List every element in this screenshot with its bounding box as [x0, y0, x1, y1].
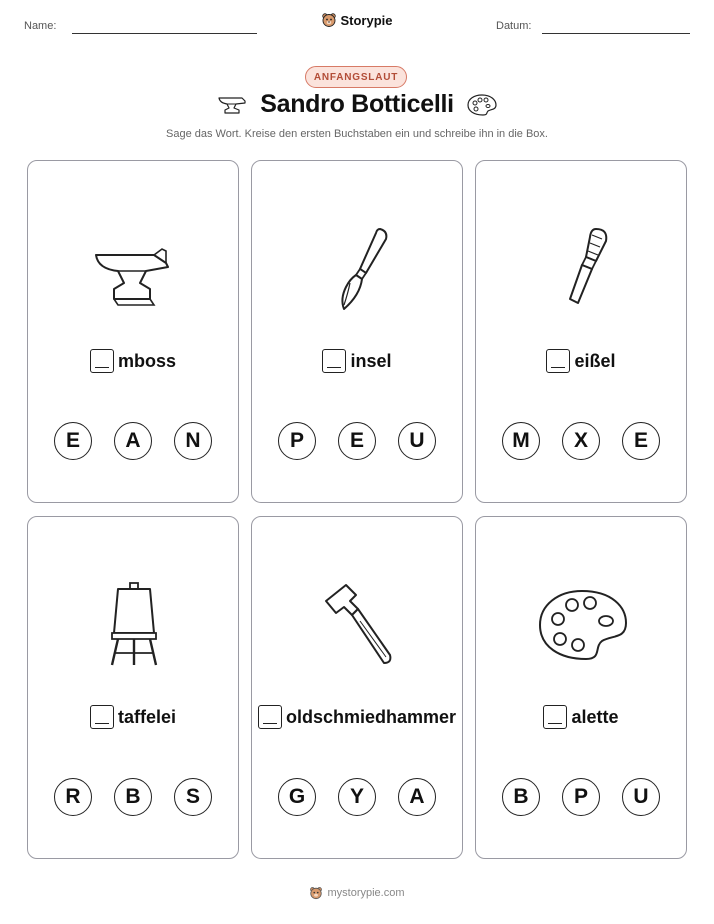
word-stem: mboss: [117, 350, 177, 371]
letter-option[interactable]: E: [622, 422, 660, 460]
letter-options: [252, 778, 462, 816]
answer-box[interactable]: [546, 349, 570, 373]
palette-icon: [532, 577, 632, 677]
date-label: Datum:: [496, 20, 532, 32]
word-row: [252, 705, 462, 729]
letter-options: [28, 422, 238, 460]
letter-option[interactable]: B: [502, 778, 540, 816]
letter-options: [476, 778, 686, 816]
word-row: [28, 705, 238, 729]
letter-option[interactable]: Y: [338, 778, 376, 816]
brand-logo: [0, 12, 714, 28]
hammer-icon: [308, 577, 408, 677]
name-line[interactable]: [72, 33, 257, 34]
letter-options: [28, 778, 238, 816]
date-line[interactable]: [542, 33, 690, 34]
anvil-icon: [84, 221, 184, 321]
letter-option[interactable]: N: [174, 422, 212, 460]
letter-options: [476, 422, 686, 460]
footer-url[interactable]: mystorypie.com: [327, 887, 405, 899]
answer-box[interactable]: [90, 349, 114, 373]
anvil-icon: [216, 94, 248, 116]
word-row: [28, 349, 238, 373]
letter-option[interactable]: E: [54, 422, 92, 460]
letter-option[interactable]: R: [54, 778, 92, 816]
letter-option[interactable]: M: [502, 422, 540, 460]
name-label: Name:: [24, 20, 57, 32]
letter-option[interactable]: P: [562, 778, 600, 816]
chisel-icon: [532, 221, 632, 321]
answer-box[interactable]: [322, 349, 346, 373]
letter-option[interactable]: A: [114, 422, 152, 460]
letter-option[interactable]: G: [278, 778, 316, 816]
title-row: [0, 90, 714, 119]
card-chisel: [475, 160, 687, 503]
letter-option[interactable]: U: [398, 422, 436, 460]
answer-box[interactable]: [90, 705, 114, 729]
letter-option[interactable]: B: [114, 778, 152, 816]
letter-options: [252, 422, 462, 460]
page-title: Sandro Botticelli: [260, 90, 454, 118]
word-stem: eißel: [574, 350, 616, 371]
category-badge: ANFANGSLAUT: [305, 66, 407, 88]
card-anvil: [27, 160, 239, 503]
letter-option[interactable]: U: [622, 778, 660, 816]
letter-option[interactable]: P: [278, 422, 316, 460]
card-palette: [475, 516, 687, 859]
letter-option[interactable]: X: [562, 422, 600, 460]
footer: [0, 886, 714, 900]
letter-option[interactable]: E: [338, 422, 376, 460]
paintbrush-icon: [308, 221, 408, 321]
answer-box[interactable]: [258, 705, 282, 729]
word-stem: alette: [571, 706, 619, 727]
brand-name: Storypie: [340, 12, 393, 28]
word-stem: taffelei: [117, 706, 177, 727]
answer-box[interactable]: [543, 705, 567, 729]
palette-icon: [466, 93, 498, 117]
bear-logo-icon: [321, 12, 337, 28]
word-row: [252, 349, 462, 373]
bear-logo-icon: [309, 886, 323, 900]
card-paintbrush: [251, 160, 463, 503]
card-hammer: [251, 516, 463, 859]
word-stem: insel: [350, 350, 392, 371]
instructions: Sage das Wort. Kreise den ersten Buchstaben ein und schreibe ihn in die Box.: [166, 128, 548, 140]
letter-option[interactable]: S: [174, 778, 212, 816]
word-row: [476, 349, 686, 373]
easel-icon: [84, 577, 184, 677]
letter-option[interactable]: A: [398, 778, 436, 816]
word-stem: oldschmiedhammer: [285, 706, 457, 727]
word-row: [476, 705, 686, 729]
card-easel: [27, 516, 239, 859]
